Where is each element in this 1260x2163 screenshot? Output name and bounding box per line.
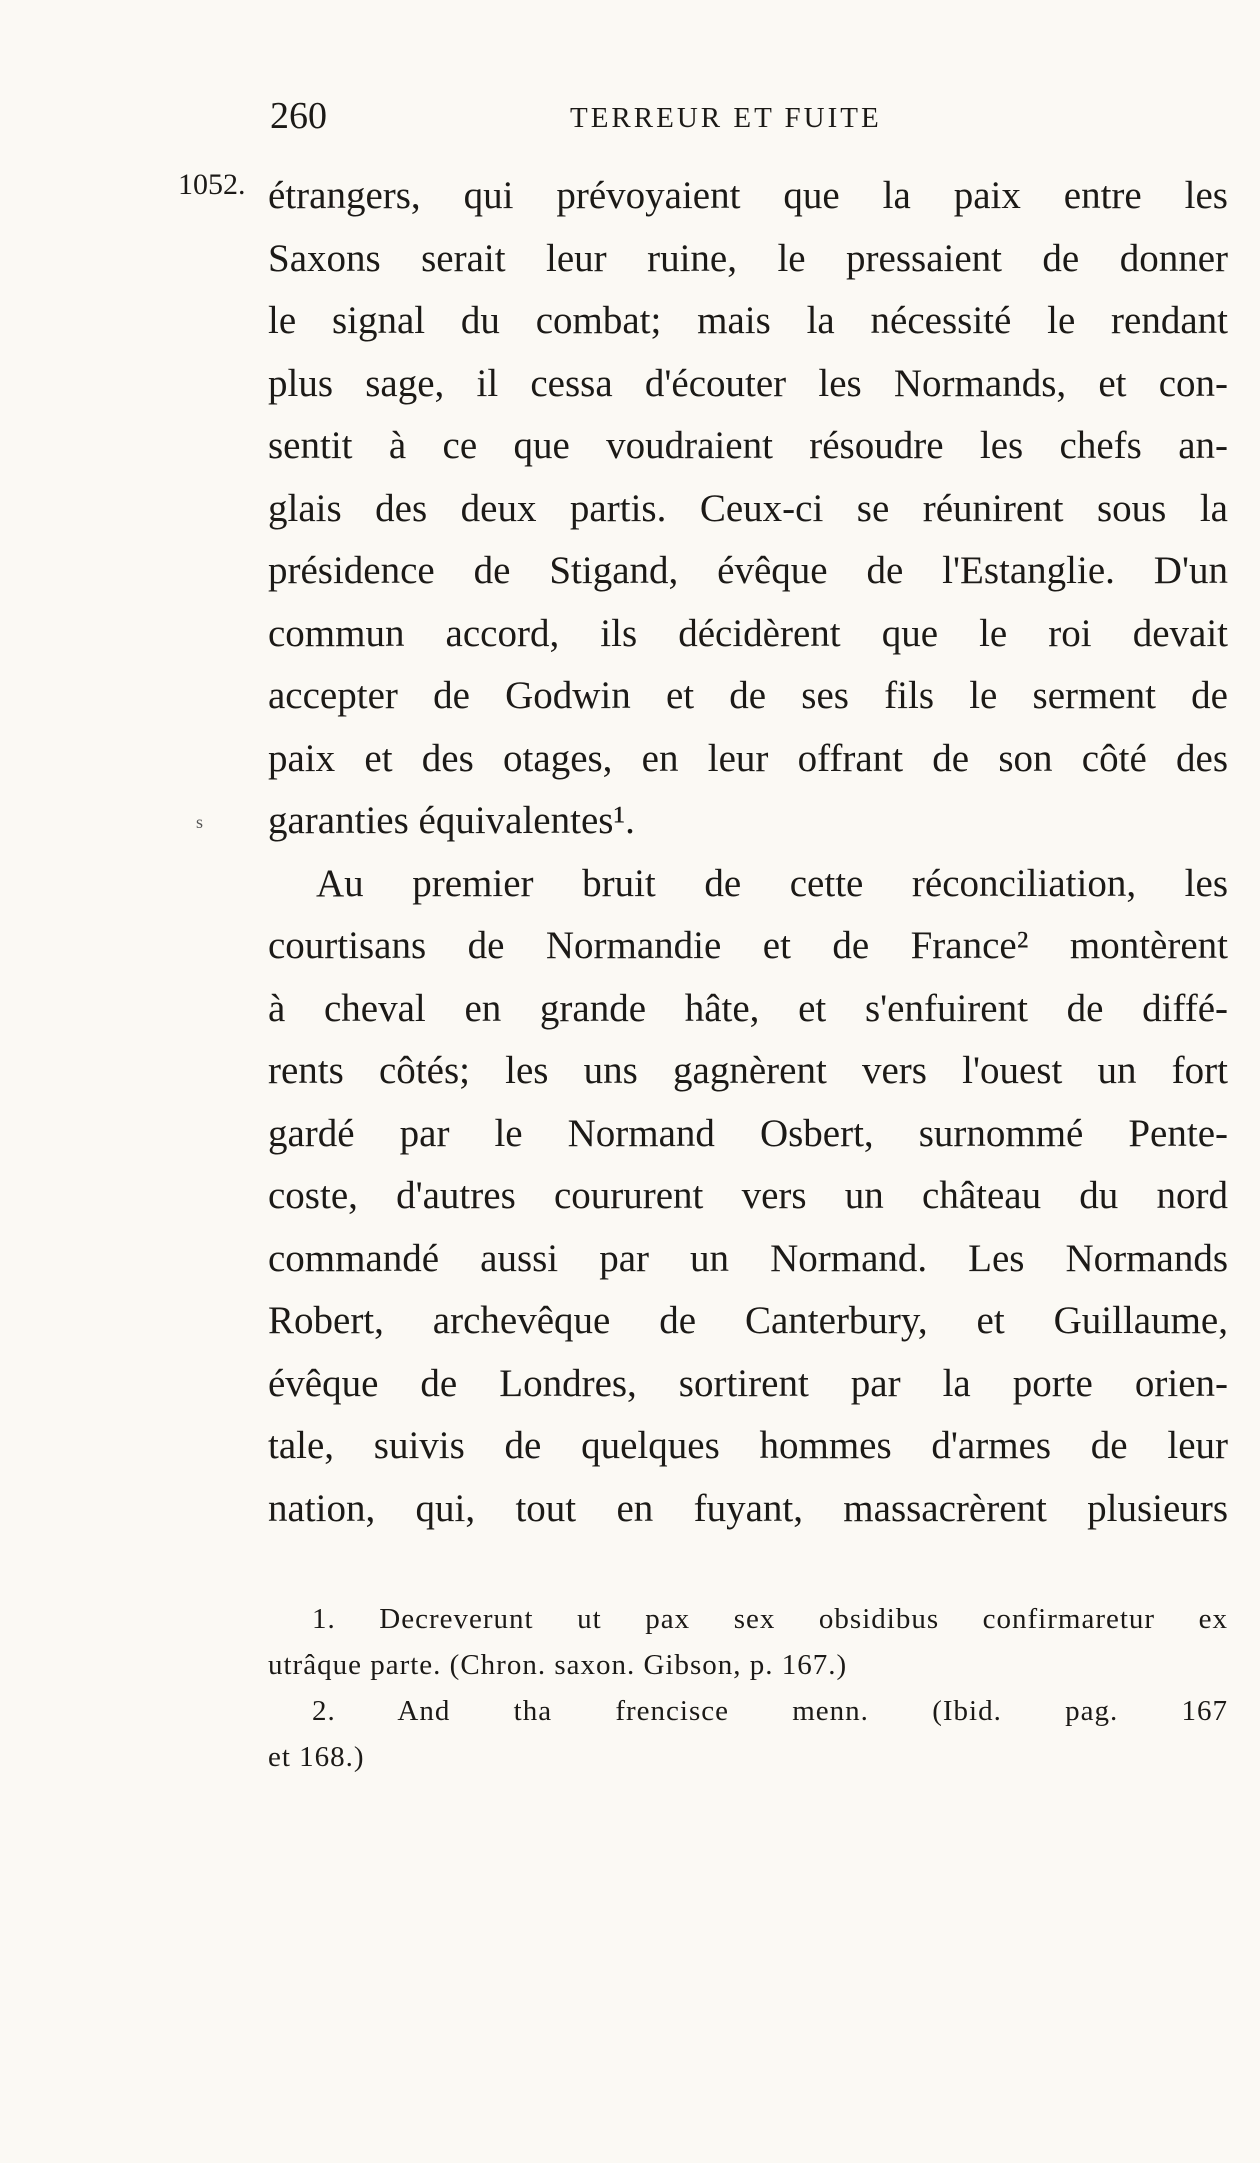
text-line: tale, suivis de quelques hommes d'armes de leur [268,1424,1228,1467]
text-line: commandé aussi par un Normand. Les Normands [268,1236,1228,1280]
text-line: coste, d'autres coururent vers un château du nord [268,1174,1228,1217]
text-line: évêque de Londres, sortirent par la porte orien- [268,1361,1228,1405]
text-line-paragraph-end: garanties équivalentes¹. [268,799,635,842]
footnote-2-line: et 168.) [268,1741,365,1773]
text-line: plus sage, il cessa d'écouter les Normands, et con- [268,361,1228,405]
footnotes [268,1596,1228,1780]
text-line: paix et des otages, en leur offrant de son côté des [268,736,1228,780]
text-line: rents côtés; les uns gagnèrent vers l'ouest un fort [268,1049,1228,1092]
running-head [0,96,1260,136]
text-line: étrangers, qui prévoyaient que la paix entre les [268,174,1228,217]
text-line: Robert, archevêque de Canterbury, et Guillaume, [268,1299,1228,1342]
page-number: 260 [270,95,327,137]
text-line: commun accord, ils décidèrent que le roi devait [268,611,1228,655]
text-line: à cheval en grande hâte, et s'enfuirent de diffé- [268,986,1228,1030]
margin-year-note: 1052. [178,168,246,201]
text-line: le signal du combat; mais la nécessité le rendant [268,299,1228,342]
text-line: glais des deux partis. Ceux-ci se réunirent sous la [268,486,1228,530]
running-title: TERREUR ET FUITE [570,102,882,134]
text-line: accepter de Godwin et de ses fils le serment de [268,674,1228,717]
footnote-1-line: utrâque parte. (Chron. saxon. Gibson, p. 167.) [268,1649,848,1681]
text-line: courtisans de Normandie et de France² montèrent [268,924,1228,967]
text-line: gardé par le Normand Osbert, surnommé Pente- [268,1111,1228,1155]
text-line-paragraph-start: Au premier bruit de cette réconciliation, les [316,861,1228,905]
margin-mark: s [196,812,204,832]
body-text [268,165,1228,1540]
text-line: sentit à ce que voudraient résoudre les chefs an- [268,424,1228,467]
text-line: Saxons serait leur ruine, le pressaient de donner [268,236,1228,280]
text-line: présidence de Stigand, évêque de l'Estanglie. D'un [268,549,1228,592]
footnote-1-line: 1. Decreverunt ut pax sex obsidibus confirmaretur ex [312,1603,1228,1635]
footnote-2-line: 2. And tha frencisce menn. (Ibid. pag. 167 [312,1695,1228,1727]
text-line: nation, qui, tout en fuyant, massacrèrent plusieurs [268,1486,1228,1530]
